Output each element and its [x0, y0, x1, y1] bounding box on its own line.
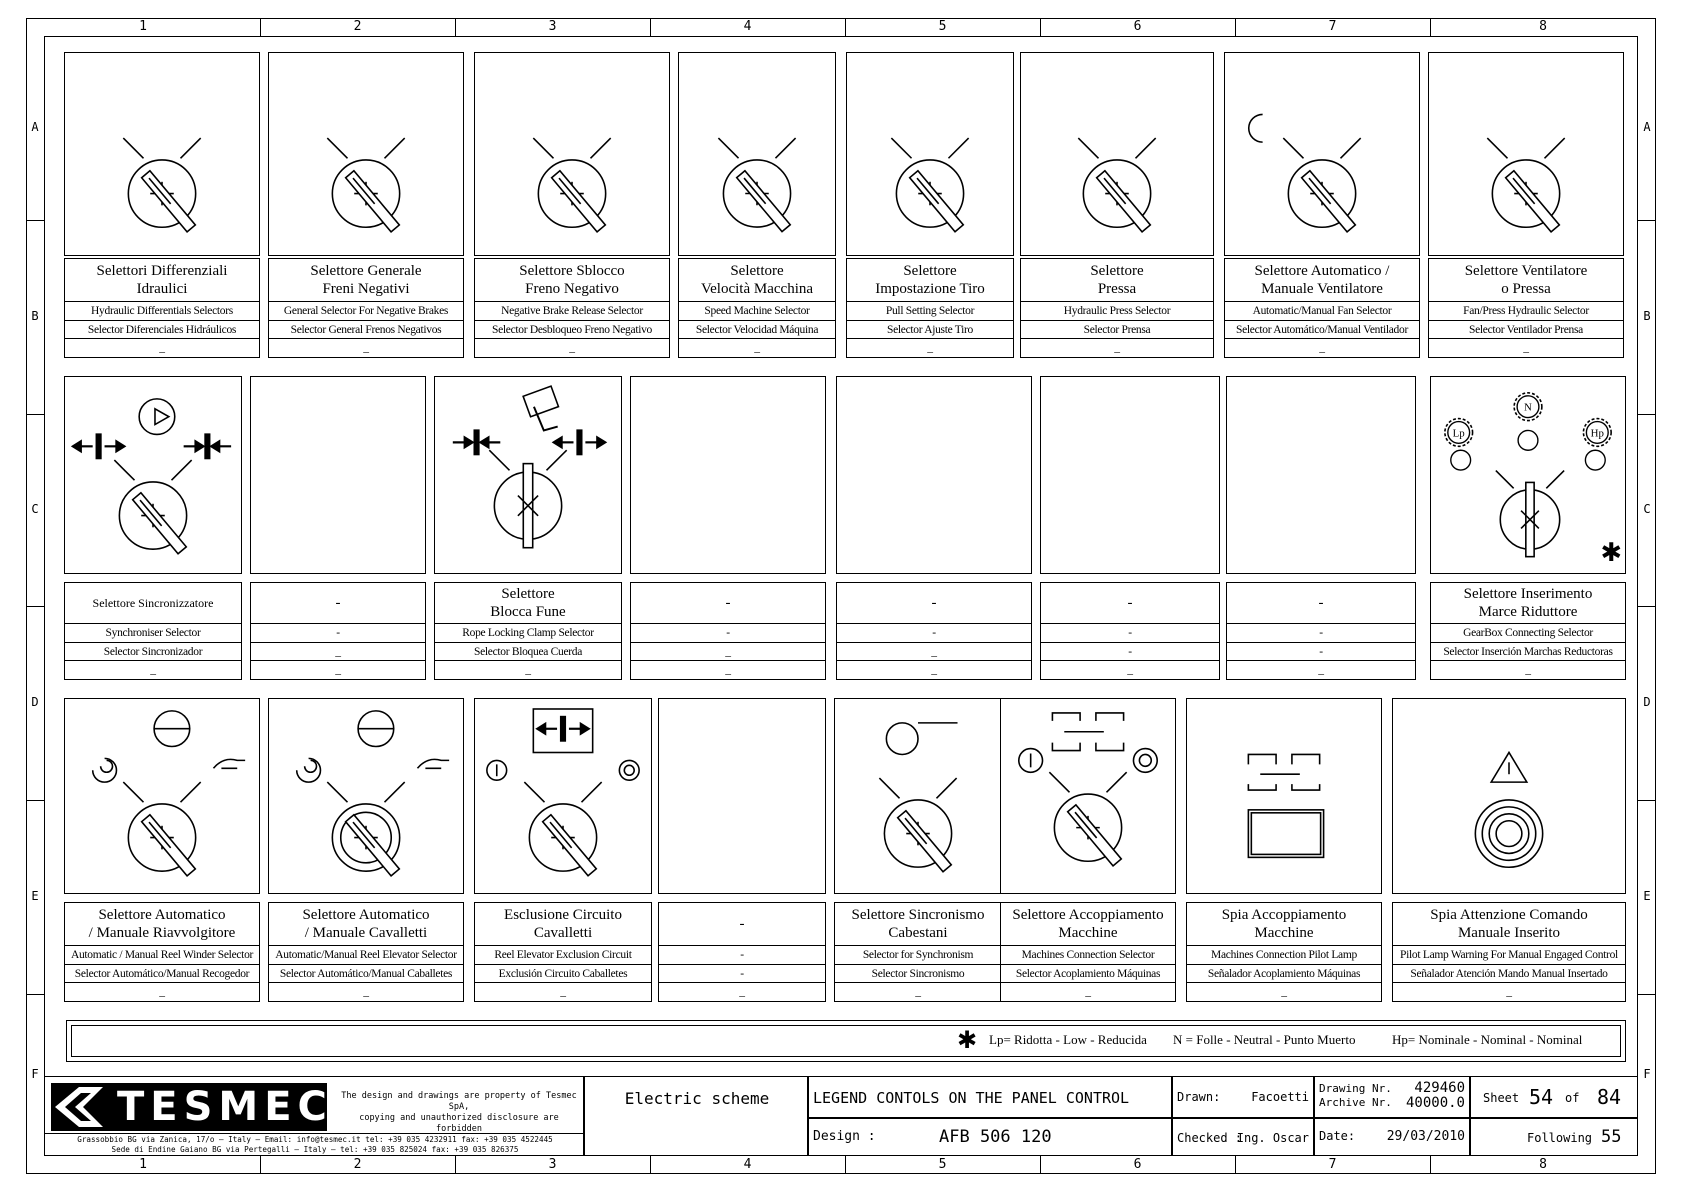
label-title1: Selettore: [1090, 263, 1144, 279]
label-en: Machines Connection Selector: [1001, 946, 1175, 965]
label-ref: _: [754, 342, 760, 355]
row-marker-E: E: [1643, 889, 1651, 903]
label-ref: _: [1506, 986, 1512, 999]
label-es: Selector Sincronizador: [65, 643, 241, 662]
gear-label-n: N: [1524, 401, 1532, 414]
label-title1: Selettore Sblocco: [519, 263, 625, 279]
label-title1: Selettore Sincronismo: [851, 907, 985, 923]
label-title1: Selettore Automatico: [302, 907, 430, 923]
scheme-title: Electric scheme: [624, 1089, 770, 1108]
row-marker-B: B: [1643, 309, 1651, 323]
label-ref: _: [927, 342, 933, 355]
column-marker-8: 8: [1539, 19, 1547, 34]
drawing-nr: 429460: [1414, 1080, 1465, 1096]
row-marker-B: B: [31, 309, 39, 323]
label-title1: Esclusione Circuito: [504, 907, 622, 923]
label-title: -: [1318, 595, 1324, 611]
symbol-r2-1: [64, 376, 242, 574]
note-hp: Hp= Nominale - Nominal - Nominal: [1392, 1032, 1583, 1047]
address-line-2: Sede di Endine Gaiano BG via Pertegalli – Italy – tel: +39 035 825024 fax: +39 035 826375: [111, 1145, 519, 1154]
row-marker-C: C: [1643, 502, 1651, 516]
column-marker-3: 3: [548, 1157, 557, 1172]
selector-symbol-r1-2: [268, 52, 464, 256]
label-title2: o Pressa: [1501, 281, 1551, 297]
label-en: Pull Setting Selector: [847, 302, 1013, 321]
design-cell: [808, 1118, 1172, 1156]
scheme-cell: [584, 1076, 808, 1156]
label-en: Machines Connection Pilot Lamp: [1187, 946, 1381, 965]
drawn-label: Drawn:: [1177, 1090, 1221, 1104]
gear-label-hp: Hp: [1590, 427, 1604, 440]
label-r2-6: [1040, 582, 1220, 680]
tesmec-logo: [51, 1083, 333, 1131]
label-es: Selector Automático/Manual Recogedor: [65, 965, 259, 984]
label-title2: Freni Negativi: [322, 281, 410, 297]
column-marker-7: 7: [1328, 1157, 1337, 1172]
selector-symbol-r1-1: [64, 52, 260, 256]
address-line-1: Grassobbio BG via Zanica, 17/o – Italy – Email: info@tesmec.it tel: +39 035 4232911 fax: +39 035 4522445: [77, 1135, 553, 1144]
label-en: -: [631, 624, 825, 643]
label-r2-8: [1430, 582, 1626, 680]
label-es: _: [837, 643, 1031, 662]
label-title1: Selettore: [903, 263, 957, 279]
label-ref: _: [363, 342, 369, 355]
label-es: Selector Sincronismo: [835, 965, 1001, 984]
date-label: Date:: [1319, 1129, 1356, 1143]
column-marker-1: 1: [139, 19, 147, 34]
label-ref: _: [1085, 986, 1091, 999]
symbol-r2-8: [1430, 376, 1626, 574]
column-marker-2: 2: [353, 1157, 362, 1172]
label-title: -: [1127, 595, 1133, 611]
label-title2: Impostazione Tiro: [875, 281, 985, 297]
label-title2: / Manuale Cavalletti: [304, 925, 428, 941]
label-ref: _: [569, 342, 575, 355]
label-r3-6: [1000, 902, 1176, 1002]
label-ref: _: [1114, 342, 1120, 355]
label-title2: Marce Riduttore: [1478, 604, 1578, 620]
column-marker-4: 4: [743, 19, 752, 34]
label-en: -: [837, 624, 1031, 643]
label-en: Automatic / Manual Reel Winder Selector: [65, 946, 259, 965]
asterisk-icon: ✱: [1600, 538, 1622, 569]
label-r3-4: [658, 902, 826, 1002]
label-title: -: [931, 595, 937, 611]
label-ref: _: [560, 986, 566, 999]
label-es: _: [631, 643, 825, 662]
label-es: -: [659, 965, 825, 984]
label-es: -: [1041, 643, 1219, 662]
total-sheets: 84: [1597, 1085, 1622, 1109]
label-en: Hydraulic Differentials Selectors: [65, 302, 259, 321]
label-title2: Pressa: [1097, 281, 1137, 297]
disclaimer-line-1: The design and drawings are property of Tesmec SpA,: [341, 1091, 577, 1112]
label-title2: Cavalletti: [533, 925, 593, 941]
label-r3-7: [1186, 902, 1382, 1002]
row-marker-D: D: [1643, 695, 1651, 709]
label-r1-3: [474, 258, 670, 358]
label-title: -: [725, 595, 731, 611]
drawing-nr-label: Drawing Nr.: [1319, 1082, 1392, 1095]
label-es: _: [251, 643, 425, 662]
label-r1-1: [64, 258, 260, 358]
label-ref: _: [159, 342, 165, 355]
drawn-cell: [1172, 1076, 1314, 1118]
label-es: Selector Automático/Manual Ventilador: [1225, 321, 1419, 340]
row-marker-A: A: [31, 120, 39, 134]
design-label: Design :: [813, 1129, 876, 1144]
label-es: Selector Bloquea Cuerda: [435, 643, 621, 662]
row-marker-F: F: [1643, 1067, 1651, 1081]
label-ref: _: [725, 664, 731, 677]
legend-title: LEGEND CONTOLS ON THE PANEL CONTROL: [813, 1089, 1130, 1107]
label-r1-6: [1020, 258, 1214, 358]
label-r1-8: [1428, 258, 1624, 358]
label-en: Fan/Press Hydraulic Selector: [1429, 302, 1623, 321]
label-en: Hydraulic Press Selector: [1021, 302, 1213, 321]
label-title2: Freno Negativo: [525, 281, 619, 297]
label-title1: Selettore Automatico /: [1254, 263, 1390, 279]
label-ref: _: [1523, 342, 1529, 355]
of-label: of: [1565, 1091, 1580, 1105]
label-ref: _: [1127, 664, 1133, 677]
label-ref: _: [739, 986, 745, 999]
gear-label-lp: Lp: [1452, 427, 1465, 440]
label-title2: Velocità Macchina: [700, 281, 814, 297]
label-r2-2: [250, 582, 426, 680]
sheet-number: 54: [1529, 1085, 1554, 1109]
symbol-r2-2: [250, 376, 426, 574]
archive-nr-label: Archive Nr.: [1319, 1096, 1392, 1109]
row-marker-A: A: [1643, 120, 1651, 134]
label-es: Selector Ventilador Prensa: [1429, 321, 1623, 340]
disclaimer-line-2: copying and unauthorized disclosure are forbidden: [359, 1113, 559, 1134]
label-es: Selector Automático/Manual Caballetes: [269, 965, 463, 984]
column-marker-6: 6: [1133, 19, 1142, 34]
label-ref: _: [1319, 342, 1325, 355]
legend-note-bar: [66, 1020, 1626, 1062]
label-title1: Selettore Automatico: [98, 907, 226, 923]
note-lp: Lp= Ridotta - Low - Reducida: [989, 1032, 1147, 1047]
label-ref: _: [915, 986, 921, 999]
label-en: -: [1227, 624, 1415, 643]
label-es: Selector General Frenos Negativos: [269, 321, 463, 340]
label-ref: _: [1525, 664, 1531, 677]
column-marker-6: 6: [1133, 1157, 1142, 1172]
row-marker-F: F: [31, 1067, 39, 1081]
label-title1: Spia Attenzione Comando: [1430, 907, 1588, 923]
symbol-r2-4: [630, 376, 826, 574]
label-en: -: [659, 946, 825, 965]
label-en: Selector for Synchronism: [835, 946, 1001, 965]
label-en: Speed Machine Selector: [679, 302, 835, 321]
label-es: Señalador Acoplamiento Máquinas: [1187, 965, 1381, 984]
label-title1: Spia Accoppiamento: [1221, 907, 1347, 923]
label-r2-4: [630, 582, 826, 680]
label-ref: _: [363, 986, 369, 999]
symbol-r2-7: [1226, 376, 1416, 574]
drawing-nr-cell: [1314, 1076, 1470, 1118]
symbol-r2-3: [434, 376, 622, 574]
checked-label: Checked :: [1177, 1131, 1243, 1145]
checked-cell: [1172, 1118, 1314, 1156]
label-r1-2: [268, 258, 464, 358]
asterisk-icon: ✱: [957, 1026, 978, 1054]
label-title2: Macchine: [1254, 925, 1314, 941]
symbol-r3-4: [658, 698, 826, 894]
label-title1: Selettori Differenziali: [96, 263, 228, 279]
drawn-value: Facoetti: [1251, 1090, 1309, 1104]
column-marker-2: 2: [353, 19, 362, 34]
label-ref: _: [335, 664, 341, 677]
label-r1-4: [678, 258, 836, 358]
row-marker-C: C: [31, 502, 39, 516]
label-en: -: [251, 624, 425, 643]
date-value: 29/03/2010: [1386, 1129, 1465, 1144]
label-r1-7: [1224, 258, 1420, 358]
label-es: Selector Ajuste Tiro: [847, 321, 1013, 340]
symbol-r3-7: [1186, 698, 1382, 894]
label-r3-5: [834, 902, 1002, 1002]
logo-text: TESMEC: [117, 1084, 333, 1130]
label-title2: Idraulici: [136, 281, 188, 297]
label-en: Rope Locking Clamp Selector: [435, 624, 621, 643]
label-r1-5: [846, 258, 1014, 358]
label-en: Pilot Lamp Warning For Manual Engaged Control: [1393, 946, 1625, 965]
label-title: -: [739, 916, 745, 932]
date-cell: [1314, 1118, 1470, 1156]
label-ref: _: [159, 986, 165, 999]
column-marker-5: 5: [938, 1157, 947, 1172]
label-es: Selector Inserción Marchas Reductoras: [1431, 643, 1625, 662]
column-marker-5: 5: [938, 19, 947, 34]
column-marker-1: 1: [139, 1157, 147, 1172]
legend-title-cell: [808, 1076, 1172, 1118]
selector-symbol-r1-8: [1428, 52, 1624, 256]
label-title2: Macchine: [1058, 925, 1118, 941]
label-ref: _: [1318, 664, 1324, 677]
label-en: General Selector For Negative Brakes: [269, 302, 463, 321]
row-marker-E: E: [31, 889, 39, 903]
label-r2-3: [434, 582, 622, 680]
label-en: GearBox Connecting Selector: [1431, 624, 1625, 643]
label-ref: _: [525, 664, 531, 677]
symbol-r2-6: [1040, 376, 1220, 574]
column-marker-7: 7: [1328, 19, 1337, 34]
label-en: Synchroniser Selector: [65, 624, 241, 643]
column-marker-4: 4: [743, 1157, 752, 1172]
logo-box: [44, 1076, 584, 1156]
label-en: -: [1041, 624, 1219, 643]
symbol-r3-6: [1000, 698, 1176, 894]
label-title: Selettore Sincronizzatore: [92, 596, 214, 610]
label-en: Automatic/Manual Fan Selector: [1225, 302, 1419, 321]
label-title1: Selettore Accoppiamento: [1012, 907, 1164, 923]
note-n: N = Folle - Neutral - Punto Muerto: [1173, 1032, 1356, 1047]
label-r3-8: [1392, 902, 1626, 1002]
label-r3-2: [268, 902, 464, 1002]
selector-symbol-r1-6: [1020, 52, 1214, 256]
row-marker-D: D: [31, 695, 39, 709]
label-title1: Selettore: [501, 586, 555, 602]
selector-symbol-r1-4: [678, 52, 836, 256]
sheet-cell: [1470, 1076, 1638, 1118]
symbol-r3-8: [1392, 698, 1626, 894]
label-title1: Selettore Inserimento: [1463, 586, 1593, 602]
label-title2: / Manuale Riavvolgitore: [88, 925, 236, 941]
label-es: -: [1227, 643, 1415, 662]
column-marker-3: 3: [548, 19, 557, 34]
label-es: Señalador Atención Mando Manual Insertado: [1393, 965, 1625, 984]
label-es: Selector Prensa: [1021, 321, 1213, 340]
label-es: Selector Acoplamiento Máquinas: [1001, 965, 1175, 984]
label-title1: Selettore Generale: [310, 263, 422, 279]
symbol-r3-2: [268, 698, 464, 894]
following-cell: [1470, 1118, 1638, 1156]
design-value: AFB 506 120: [939, 1127, 1052, 1147]
label-ref: _: [150, 664, 156, 677]
label-r3-1: [64, 902, 260, 1002]
label-title2: Cabestani: [888, 925, 948, 941]
sheet-label: Sheet: [1483, 1091, 1520, 1105]
label-title2: Blocca Fune: [490, 604, 566, 620]
label-ref: _: [931, 664, 937, 677]
selector-symbol-r1-7: [1224, 52, 1420, 256]
symbol-r3-3: [474, 698, 652, 894]
symbol-r3-5: [834, 698, 1002, 894]
label-en: Reel Elevator Exclusion Circuit: [475, 946, 651, 965]
label-ref: _: [1281, 986, 1287, 999]
label-es: Selector Desbloqueo Freno Negativo: [475, 321, 669, 340]
label-r3-3: [474, 902, 652, 1002]
label-en: Negative Brake Release Selector: [475, 302, 669, 321]
following-value: 55: [1601, 1127, 1622, 1147]
label-title: -: [335, 595, 341, 611]
label-es: Selector Diferenciales Hidráulicos: [65, 321, 259, 340]
following-label: Following: [1527, 1131, 1593, 1145]
label-title2: Manuale Inserito: [1457, 925, 1561, 941]
label-title2: Manuale Ventilatore: [1261, 281, 1383, 297]
label-en: Automatic/Manual Reel Elevator Selector: [269, 946, 463, 965]
label-r2-1: [64, 582, 242, 680]
selector-symbol-r1-3: [474, 52, 670, 256]
label-r2-7: [1226, 582, 1416, 680]
archive-nr: 40000.0: [1405, 1095, 1465, 1111]
column-marker-8: 8: [1539, 1157, 1547, 1172]
label-es: Selector Velocidad Máquina: [679, 321, 835, 340]
symbol-r3-1: [64, 698, 260, 894]
label-es: Exclusión Circuito Caballetes: [475, 965, 651, 984]
symbol-r2-5: [836, 376, 1032, 574]
label-title1: Selettore Ventilatore: [1464, 263, 1588, 279]
label-title1: Selettore: [730, 263, 784, 279]
selector-symbol-r1-5: [846, 52, 1014, 256]
label-r2-5: [836, 582, 1032, 680]
checked-value: Ing. Oscar: [1236, 1131, 1309, 1145]
